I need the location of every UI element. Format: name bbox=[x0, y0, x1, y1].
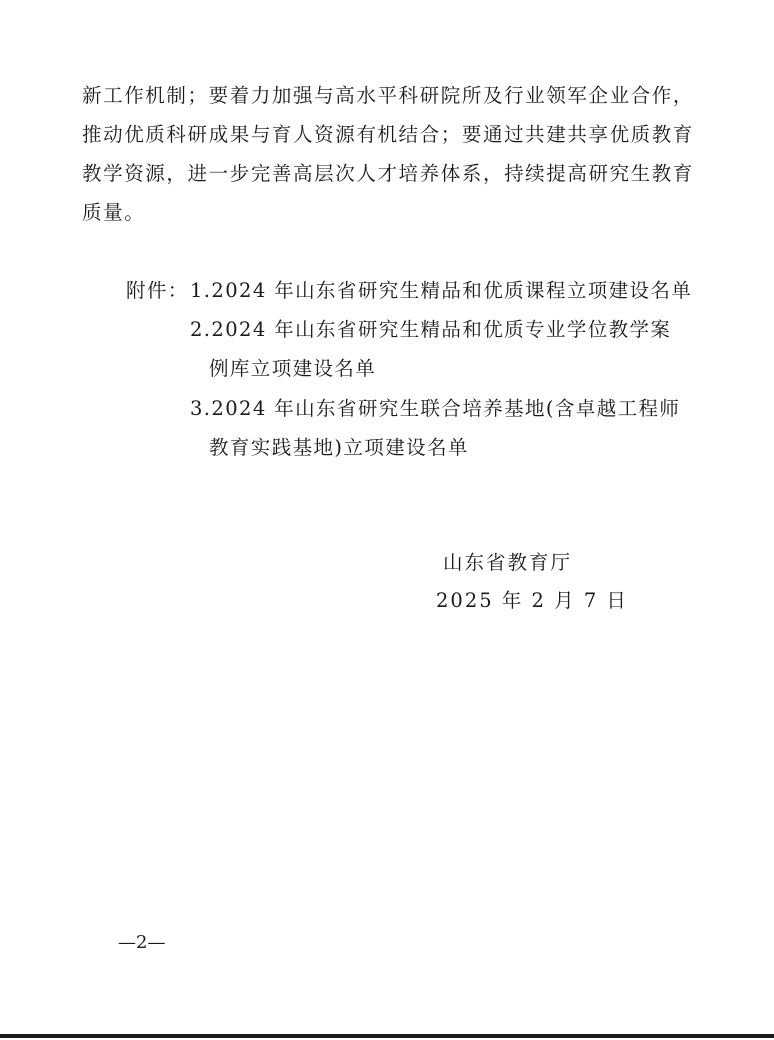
issue-date: 2025 年 2 月 7 日 bbox=[436, 589, 628, 612]
attachment-item-1: 1.2024 年山东省研究生精品和优质课程立项建设名单 bbox=[190, 279, 693, 302]
body-text bbox=[82, 76, 694, 232]
body-paragraph: 新工作机制；要着力加强与高水平科研院所及行业领军企业合作，推动优质科研成果与育人资源有机结合；要通过共建共享优质教育教学资源，进一步完善高层次人才培养体系，持续提高研究生教育质量。 bbox=[82, 84, 694, 224]
attachment-item-2-line-1: 2.2024 年山东省研究生精品和优质专业学位教学案 bbox=[190, 318, 672, 341]
page-number: —2— bbox=[118, 932, 166, 953]
attachment-item-2-line-2: 例库立项建设名单 bbox=[209, 357, 377, 380]
attachments-label: 附件： bbox=[126, 279, 189, 302]
attachment-item-3-line-1: 3.2024 年山东省研究生联合培养基地(含卓越工程师 bbox=[190, 397, 681, 420]
attachment-item-3-line-2: 教育实践基地)立项建设名单 bbox=[209, 436, 469, 459]
issuer-name: 山东省教育厅 bbox=[443, 551, 573, 574]
bottom-border-rule bbox=[0, 1034, 774, 1038]
